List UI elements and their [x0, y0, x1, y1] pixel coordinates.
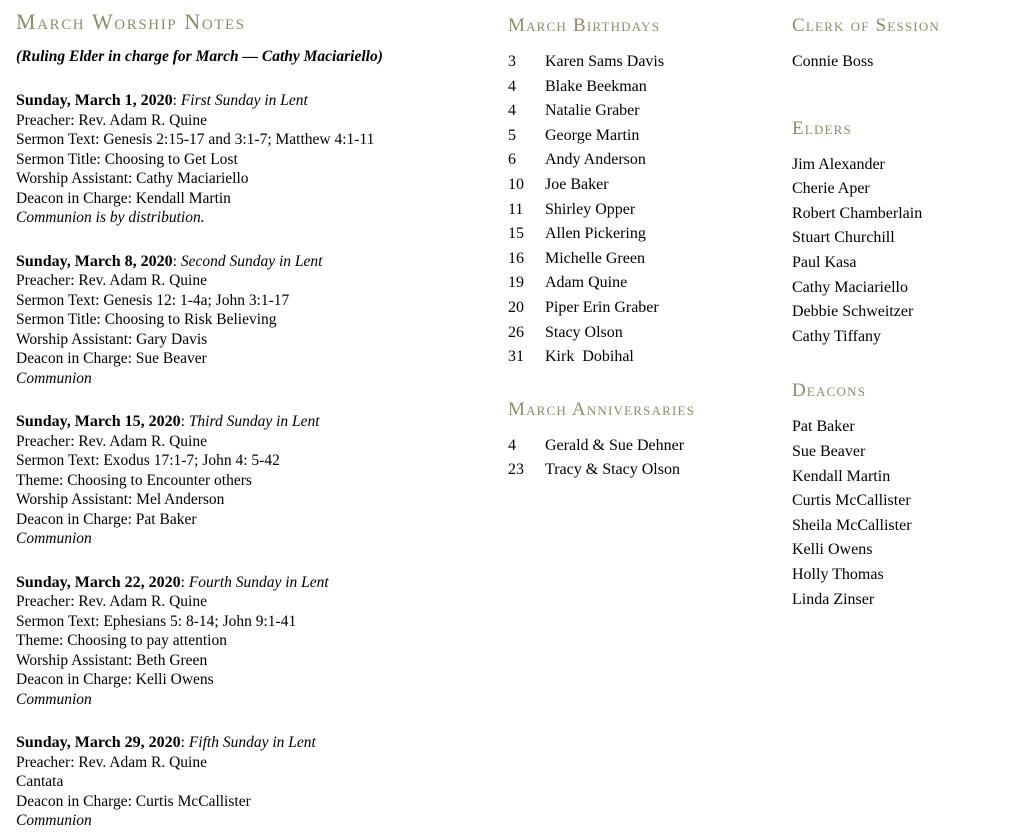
service-detail: Theme: Choosing to pay attention: [16, 632, 227, 649]
worship-notes-title: March Worship Notes: [16, 9, 246, 34]
service-heading: [16, 412, 486, 432]
anniversaries-section: [508, 398, 780, 483]
anniversary-day: 4: [508, 436, 516, 454]
service-title: Third Sunday in Lent: [188, 413, 320, 430]
anniversary-day: 23: [508, 461, 524, 479]
anniversary-row: [508, 434, 780, 459]
birthday-name: Allen Pickering: [545, 225, 646, 243]
anniversary-row: [508, 458, 780, 483]
deacons-section: [792, 379, 1018, 612]
birthday-name: Adam Quine: [545, 274, 628, 292]
service-title: First Sunday in Lent: [180, 92, 308, 109]
deacon-name: Pat Baker: [792, 418, 855, 436]
service-separator: :: [180, 734, 189, 751]
birthday-row: [508, 50, 780, 75]
service-separator: :: [172, 92, 181, 109]
birthday-name: George Martin: [545, 126, 640, 144]
service-title: Fourth Sunday in Lent: [188, 573, 329, 591]
service-entry-march-1: [16, 91, 486, 228]
worship-notes-column: [16, 8, 486, 831]
birthday-row: [508, 99, 780, 124]
birthday-day: 6: [508, 151, 516, 169]
birthday-day: 4: [508, 102, 516, 120]
deacon-name: Holly Thomas: [792, 565, 884, 583]
deacon-name: Linda Zinser: [792, 590, 875, 608]
birthday-day: 16: [508, 249, 524, 267]
birthday-name: Kirk Dobihal: [545, 348, 634, 366]
service-detail: Preacher: Rev. Adam R. Quine: [16, 111, 207, 129]
service-detail: Sermon Text: Genesis 2:15-17 and 3:1-7; Matthew 4:1-11: [16, 131, 375, 148]
birthday-row: [508, 222, 780, 247]
elder-name: Stuart Churchill: [792, 229, 895, 247]
service-detail: Deacon in Charge: Curtis McCallister: [16, 792, 251, 810]
birthday-name: Andy Anderson: [545, 151, 646, 169]
service-heading: [16, 91, 486, 111]
elder-name: Cathy Tiffany: [792, 327, 882, 345]
service-separator: :: [180, 413, 189, 430]
service-heading: [16, 573, 486, 593]
birthday-name: Karen Sams Davis: [545, 53, 665, 70]
elder-name: Jim Alexander: [792, 155, 885, 173]
service-detail: Sermon Text: Exodus 17:1-7; John 4: 5-42: [16, 452, 280, 469]
service-detail: Deacon in Charge: Sue Beaver: [16, 350, 207, 367]
service-entry-march-15: [16, 412, 486, 549]
service-detail: Sermon Text: Ephesians 5: 8-14; John 9:1-41: [16, 612, 297, 630]
birthdays-column: [508, 14, 780, 483]
service-date: Sunday, March 8, 2020: [16, 252, 173, 270]
anniversary-name: Gerald & Sue Dehner: [545, 436, 685, 454]
birthday-day: 5: [508, 126, 516, 144]
service-note: Communion: [16, 369, 92, 387]
elder-name: Debbie Schweitzer: [792, 303, 914, 321]
deacon-name: Kendall Martin: [792, 467, 891, 485]
birthday-day: 31: [508, 348, 524, 366]
service-separator: :: [172, 252, 181, 270]
service-detail: Worship Assistant: Mel Anderson: [16, 491, 225, 508]
birthday-day: 3: [508, 53, 516, 70]
deacon-name: Sue Beaver: [792, 442, 866, 460]
service-separator: :: [180, 573, 189, 591]
birthday-row: [508, 124, 780, 149]
service-detail: Preacher: Rev. Adam R. Quine: [16, 432, 207, 450]
elder-name: Cherie Aper: [792, 180, 870, 198]
service-detail: Sermon Title: Choosing to Risk Believing: [16, 311, 277, 328]
deacon-name: Curtis McCallister: [792, 492, 911, 510]
service-date: Sunday, March 1, 2020: [16, 92, 173, 109]
birthday-row: [508, 148, 780, 173]
clerk-name: Connie Boss: [792, 53, 874, 70]
service-note: Communion: [16, 530, 92, 547]
elder-name: Cathy Maciariello: [792, 278, 908, 296]
birthday-day: 15: [508, 225, 524, 243]
birthday-name: Natalie Graber: [545, 102, 640, 120]
service-title: Fifth Sunday in Lent: [188, 734, 316, 751]
service-heading: [16, 252, 486, 272]
service-detail: Worship Assistant: Beth Green: [16, 651, 208, 669]
elders-section: [792, 117, 1018, 350]
clerk-section: [792, 14, 1018, 75]
birthday-day: 10: [508, 175, 524, 193]
birthday-name: Joe Baker: [545, 175, 609, 193]
service-heading: [16, 733, 486, 753]
birthday-day: 11: [508, 200, 524, 218]
service-detail: Worship Assistant: Cathy Maciariello: [16, 170, 249, 187]
service-date: Sunday, March 22, 2020: [16, 573, 181, 591]
birthday-name: Stacy Olson: [545, 323, 623, 341]
service-detail: Worship Assistant: Gary Davis: [16, 330, 208, 348]
birthday-name: Shirley Opper: [545, 200, 636, 218]
birthday-name: Piper Erin Graber: [545, 298, 659, 316]
birthday-row: [508, 321, 780, 346]
service-detail: Deacon in Charge: Pat Baker: [16, 510, 197, 528]
birthday-row: [508, 296, 780, 321]
birthday-row: [508, 271, 780, 296]
elder-name: Robert Chamberlain: [792, 204, 923, 222]
birthdays-title: March Birthdays: [508, 15, 661, 36]
birthday-day: 4: [508, 77, 516, 95]
service-note: Communion: [16, 690, 92, 708]
service-note: Communion: [16, 812, 92, 829]
service-entry-march-22: [16, 573, 486, 710]
birthday-day: 19: [508, 274, 524, 292]
birthday-row: [508, 198, 780, 223]
birthday-day: 26: [508, 323, 524, 341]
service-detail: Preacher: Rev. Adam R. Quine: [16, 593, 207, 610]
ruling-elder-subtitle: (Ruling Elder in charge for March — Cathy Maciariello): [16, 48, 383, 65]
birthday-day: 20: [508, 298, 524, 316]
service-entry-march-29: [16, 733, 486, 831]
deacon-name: Kelli Owens: [792, 541, 873, 559]
service-entry-march-8: [16, 252, 486, 389]
birthday-name: Blake Beekman: [545, 77, 647, 95]
service-detail: Sermon Text: Genesis 12: 1-4a; John 3:1-17: [16, 291, 290, 309]
service-detail: Theme: Choosing to Encounter others: [16, 471, 252, 489]
anniversary-name: Tracy & Stacy Olson: [545, 461, 680, 479]
birthday-row: [508, 173, 780, 198]
service-detail: Deacon in Charge: Kelli Owens: [16, 671, 214, 688]
service-detail: Sermon Title: Choosing to Get Lost: [16, 150, 238, 168]
service-detail: Preacher: Rev. Adam R. Quine: [16, 753, 207, 771]
officers-column: [792, 14, 1018, 612]
elders-title: Elders: [792, 117, 852, 139]
service-note: Communion is by distribution.: [16, 209, 205, 226]
deacon-name: Sheila McCallister: [792, 516, 912, 534]
clerk-title: Clerk of Session: [792, 15, 941, 36]
service-title: Second Sunday in Lent: [180, 252, 323, 270]
service-detail: Preacher: Rev. Adam R. Quine: [16, 272, 207, 289]
service-detail: Deacon in Charge: Kendall Martin: [16, 189, 231, 207]
service-date: Sunday, March 15, 2020: [16, 413, 181, 430]
birthday-row: [508, 75, 780, 100]
birthday-row: [508, 345, 780, 370]
service-detail: Cantata: [16, 773, 64, 790]
service-date: Sunday, March 29, 2020: [16, 734, 181, 751]
elder-name: Paul Kasa: [792, 253, 857, 271]
deacons-title: Deacons: [792, 380, 867, 402]
birthday-row: [508, 247, 780, 272]
birthday-name: Michelle Green: [545, 249, 645, 267]
anniversaries-title: March Anniversaries: [508, 398, 696, 420]
